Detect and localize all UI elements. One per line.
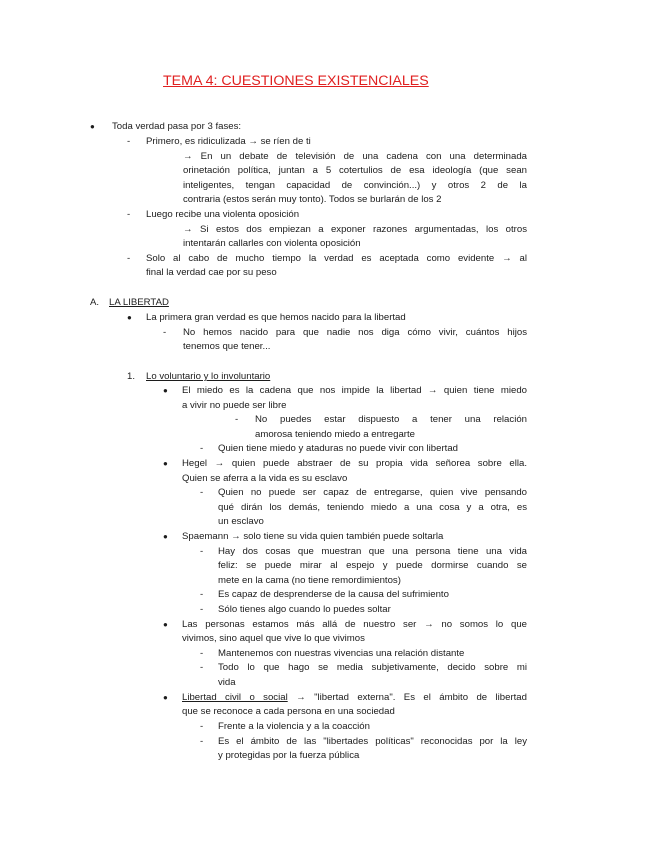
text-line: a vivir no puede ser libre <box>182 400 287 411</box>
text-line: y protegidas por la fuerza pública <box>218 750 360 761</box>
text-line: vida <box>218 677 236 688</box>
list-item: Solo al cabo de mucho tiempo la verdad es aceptada como evidente → al <box>146 253 527 264</box>
dash-marker: - <box>200 604 204 615</box>
list-item: Es capaz de desprenderse de la causa del sufrimiento <box>218 589 449 600</box>
text-line: un esclavo <box>218 516 264 527</box>
list-item: Todo lo que hago se media subjetivamente, decido sobre mi <box>218 662 527 673</box>
list-item: Hegel → quien puede abstraer de su propia vida señorea sobre ella. <box>182 458 527 469</box>
text-line: qué dirán los demás, teniendo miedo a una cosa y a otra, es <box>218 502 527 513</box>
text-line: mete en la cama (no tiene remordimientos) <box>218 575 401 586</box>
list-item: Hay dos cosas que muestran que una persona tiene una vida <box>218 546 527 557</box>
list-item: Frente a la violencia y a la coacción <box>218 721 370 732</box>
bullet-dot: ● <box>163 620 168 629</box>
text-line: contraria (estos serán muy tonto). Todos se burlarán de los 2 <box>183 194 442 205</box>
list-item: Es el ámbito de las "libertades políticas" reconocidas por la ley <box>218 736 527 747</box>
text-line: Quien se aferra a la vida es su esclavo <box>182 473 348 484</box>
list-item: El miedo es la cadena que nos impide la libertad → quien tiene miedo <box>182 385 527 396</box>
dash-marker: - <box>200 662 204 673</box>
text-line: amorosa teniendo miedo a entregarte <box>255 429 415 440</box>
text-line: orinetación política, juntan a 5 cotertulios de esa ideología (que sean <box>183 165 527 176</box>
text-line: que se reconoce a cada persona en una sociedad <box>182 706 395 717</box>
text-line: → Si estos dos empiezan a exponer razones argumentadas, los otros <box>183 224 527 235</box>
dash-marker: - <box>200 546 204 557</box>
dash-marker: - <box>127 253 131 264</box>
list-item: Primero, es ridiculizada → se ríen de ti <box>146 136 311 147</box>
dash-marker: - <box>127 136 131 147</box>
bullet-dot: ● <box>90 122 95 131</box>
text-fragment: → "libertad externa". Es el ámbito de libertad <box>287 692 527 703</box>
bullet-dot: ● <box>163 532 168 541</box>
section-heading: LA LIBERTAD <box>109 297 169 308</box>
section-heading: Lo voluntario y lo involuntario <box>146 371 271 382</box>
list-item: Toda verdad pasa por 3 fases: <box>112 121 242 132</box>
dash-marker: - <box>127 209 131 220</box>
bullet-dot: ● <box>163 459 168 468</box>
list-item: Las personas estamos más allá de nuestro ser → no somos lo que <box>182 619 527 630</box>
bullet-dot: ● <box>163 693 168 702</box>
text-line: inteligentes, tengan capacidad de convinción...) y otros 2 de la <box>183 180 527 191</box>
bullet-dot: ● <box>127 313 132 322</box>
text-line: final la verdad cae por su peso <box>146 267 277 278</box>
list-item: Quien tiene miedo y ataduras no puede vivir con libertad <box>218 443 458 454</box>
dash-marker: - <box>200 721 204 732</box>
text-line: → En un debate de televisión de una cadena con una determinada <box>183 151 527 162</box>
list-item: Quien no puede ser capaz de entregarse, quien vive pensando <box>218 487 527 498</box>
dash-marker: - <box>200 589 204 600</box>
dash-marker: - <box>200 736 204 747</box>
list-item <box>182 691 527 706</box>
section-marker: A. <box>90 297 100 308</box>
dash-marker: - <box>200 648 204 659</box>
list-item: Luego recibe una violenta oposición <box>146 209 300 220</box>
underlined-term: Libertad civil o social <box>182 692 288 703</box>
dash-marker: - <box>200 443 204 454</box>
list-item: Spaemann → solo tiene su vida quien también puede soltarla <box>182 531 444 542</box>
text-line: tenemos que tener... <box>183 341 271 352</box>
dash-marker: - <box>163 327 167 338</box>
dash-marker: - <box>200 487 204 498</box>
bullet-dot: ● <box>163 386 168 395</box>
list-item: Sólo tienes algo cuando lo puedes soltar <box>218 604 391 615</box>
list-item: Mantenemos con nuestras vivencias una relación distante <box>218 648 465 659</box>
list-item: La primera gran verdad es que hemos nacido para la libertad <box>146 312 406 323</box>
text-line: intentarán callarles con violenta oposición <box>183 238 361 249</box>
list-item: No puedes estar dispuesto a tener una relación <box>255 414 527 425</box>
section-marker: 1. <box>127 371 136 382</box>
page-title: TEMA 4: CUESTIONES EXISTENCIALES <box>163 73 429 89</box>
list-item: No hemos nacido para que nadie nos diga cómo vivir, cuántos hijos <box>183 327 527 338</box>
text-line: vivimos, sino aquel que vive lo que vivimos <box>182 633 365 644</box>
text-line: feliz: se puede mirar al espejo y puede dormirse cuando se <box>218 560 527 571</box>
dash-marker: - <box>235 414 239 425</box>
